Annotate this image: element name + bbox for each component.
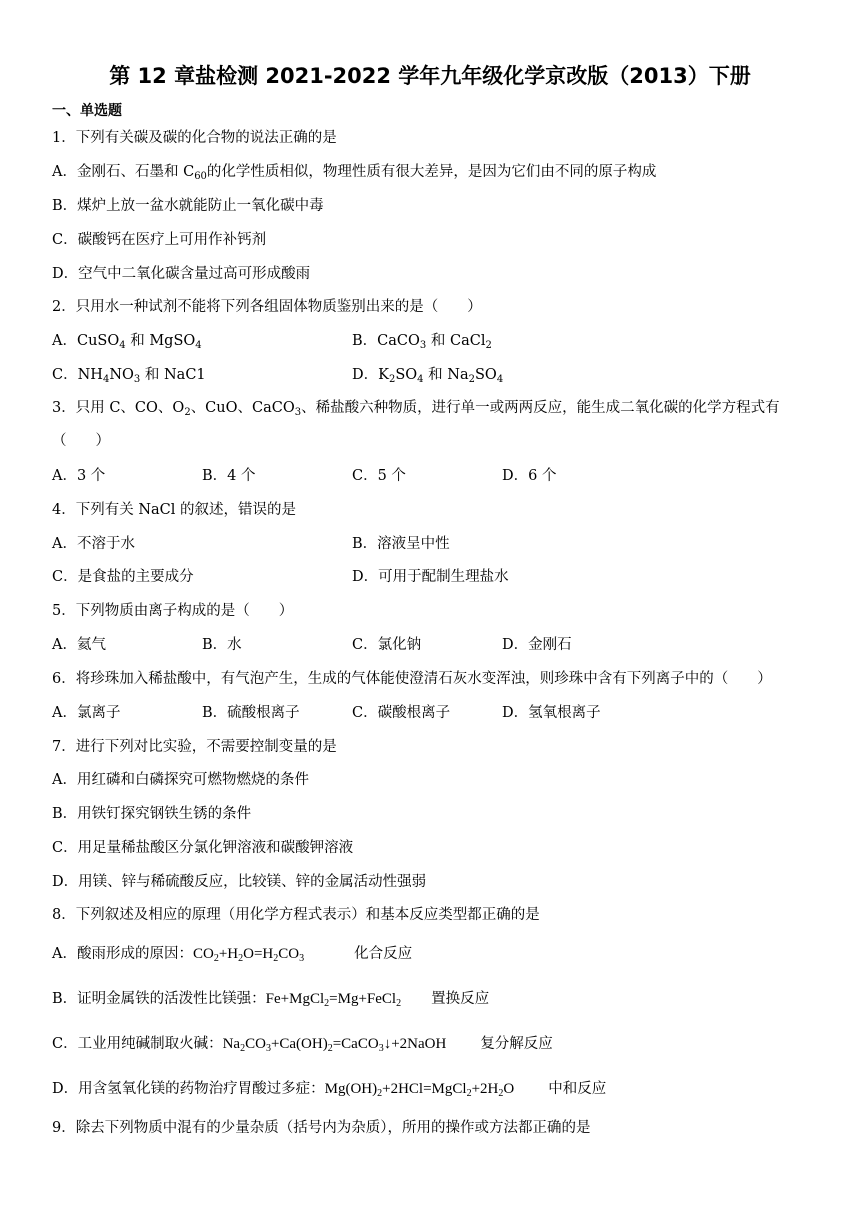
question-3-stem: 3．只用 C、CO、$O_2$、CuO、CaCO$_3$、稀盐酸六种物质，进行单一或两两反应，能生成二氧化碳的化学方程式有 [52, 400, 780, 418]
question-8-option-b: B．证明金属铁的活泼性比镁强：Fe+MgCl$_2$=Mg+FeCl$_2$ 置换反应 [52, 991, 490, 1009]
question-2-option-c: C．$NH_4NO_3$ 和 NaC1 [52, 367, 206, 385]
chemical-equation-b: Fe+MgCl$_2$=Mg+FeCl$_2$ [265, 991, 402, 1009]
question-7-option-c: C．用足量稀盐酸区分氯化钾溶液和碳酸钾溶液 [52, 840, 354, 856]
question-2-option-d: D．$K_2SO_4$ 和 $Na_2SO_4$ [352, 367, 504, 385]
question-8-stem: 8．下列叙述及相应的原理（用化学方程式表示）和基本反应类型都正确的是 [52, 907, 540, 923]
question-7-option-b: B．用铁钉探究钢铁生锈的条件 [52, 806, 252, 822]
chemical-equation-c: $Na_2CO_3+Ca(OH)_2=CaCO_3↓+2NaOH$ [222, 1036, 447, 1054]
question-5-option-d: D．金刚石 [502, 637, 572, 653]
question-4-stem: 4．下列有关 NaCl 的叙述，错误的是 [52, 502, 297, 518]
reaction-type-b: 置换反应 [431, 991, 490, 1007]
question-7-option-d: D．用镁、锌与稀硫酸反应，比较镁、锌的金属活动性强弱 [52, 874, 427, 890]
question-5-option-c: C．氯化钠 [352, 637, 422, 653]
question-6-option-d: D．氢氧根离子 [502, 705, 601, 721]
question-3-option-c: C．5 个 [352, 468, 406, 484]
question-7-stem: 7．进行下列对比实验，不需要控制变量的是 [52, 739, 337, 755]
question-6-option-a: A．氯离子 [52, 705, 121, 721]
question-3-answer-parentheses: （ ） [52, 433, 110, 449]
question-1-option-d: D．空气中二氧化碳含量过高可形成酸雨 [52, 266, 311, 282]
question-8-option-c: C．工业用纯碱制取火碱：$Na_2CO_3+Ca(OH)_2=CaCO_3↓+2NaOH$ 复分解反应 [52, 1036, 553, 1054]
question-3-option-a: A．3 个 [52, 468, 106, 484]
reaction-type-c: 复分解反应 [480, 1036, 553, 1052]
question-1-option-c: C．碳酸钙在医疗上可用作补钙剂 [52, 232, 267, 248]
reaction-type-d: 中和反应 [548, 1081, 607, 1097]
question-2-option-b: B．CaCO$_3$ 和 CaCl$_2$ [352, 333, 492, 351]
question-1-stem: 1．下列有关碳及碳的化合物的说法正确的是 [52, 130, 337, 146]
reaction-type-a: 化合反应 [354, 946, 413, 962]
question-5-stem: 5．下列物质由离子构成的是（ ） [52, 603, 294, 619]
question-4-option-a: A．不溶于水 [52, 536, 135, 552]
question-5-option-a: A．氦气 [52, 637, 106, 653]
question-6-option-c: C．碳酸根离子 [352, 705, 451, 721]
question-3-option-d: D．6 个 [502, 468, 557, 484]
question-5-option-b: B．水 [202, 637, 242, 653]
question-2-option-a: A．CuSO$_4$ 和 MgSO$_4$ [52, 333, 202, 351]
chemical-equation-a: $CO_2+H_2O=H_2CO_3$ [192, 946, 305, 964]
question-7-option-a: A．用红磷和白磷探究可燃物燃烧的条件 [52, 772, 309, 788]
question-8-option-a: A．酸雨形成的原因：$CO_2+H_2O=H_2CO_3$ 化合反应 [52, 946, 413, 964]
question-6-stem: 6．将珍珠加入稀盐酸中，有气泡产生，生成的气体能使澄清石灰水变浑浊，则珍珠中含有下列离子中的（ ） [52, 671, 772, 687]
question-1-option-b: B．煤炉上放一盆水就能防止一氧化碳中毒 [52, 198, 324, 214]
question-1-option-a: A．金刚石、石墨和 $C_{60}$的化学性质相似，物理性质有很大差异，是因为它们由不同的原子构成 [52, 164, 657, 182]
question-2-stem: 2．只用水一种试剂不能将下列各组固体物质鉴别出来的是（ ） [52, 299, 482, 315]
question-4-option-d: D．可用于配制生理盐水 [352, 569, 509, 585]
question-9-stem: 9．除去下列物质中混有的少量杂质（括号内为杂质），所用的操作或方法都正确的是 [52, 1120, 591, 1136]
question-6-option-b: B．硫酸根离子 [202, 705, 300, 721]
question-3-option-b: B．4 个 [202, 468, 256, 484]
question-4-option-b: B．溶液呈中性 [352, 536, 450, 552]
chemical-equation-d: $Mg(OH)_2+2HCl=MgCl_2+2H_2O$ [324, 1081, 515, 1099]
question-8-option-d: D．用含氢氧化镁的药物治疗胃酸过多症：$Mg(OH)_2+2HCl=MgCl_2+2H_2O$ 中和反应 [52, 1081, 607, 1099]
section-heading: 一、单选题 [52, 103, 122, 119]
question-4-option-c: C．是食盐的主要成分 [52, 569, 194, 585]
page-title: 第 12 章盐检测 2021-2022 学年九年级化学京改版（2013）下册 [109, 64, 751, 88]
